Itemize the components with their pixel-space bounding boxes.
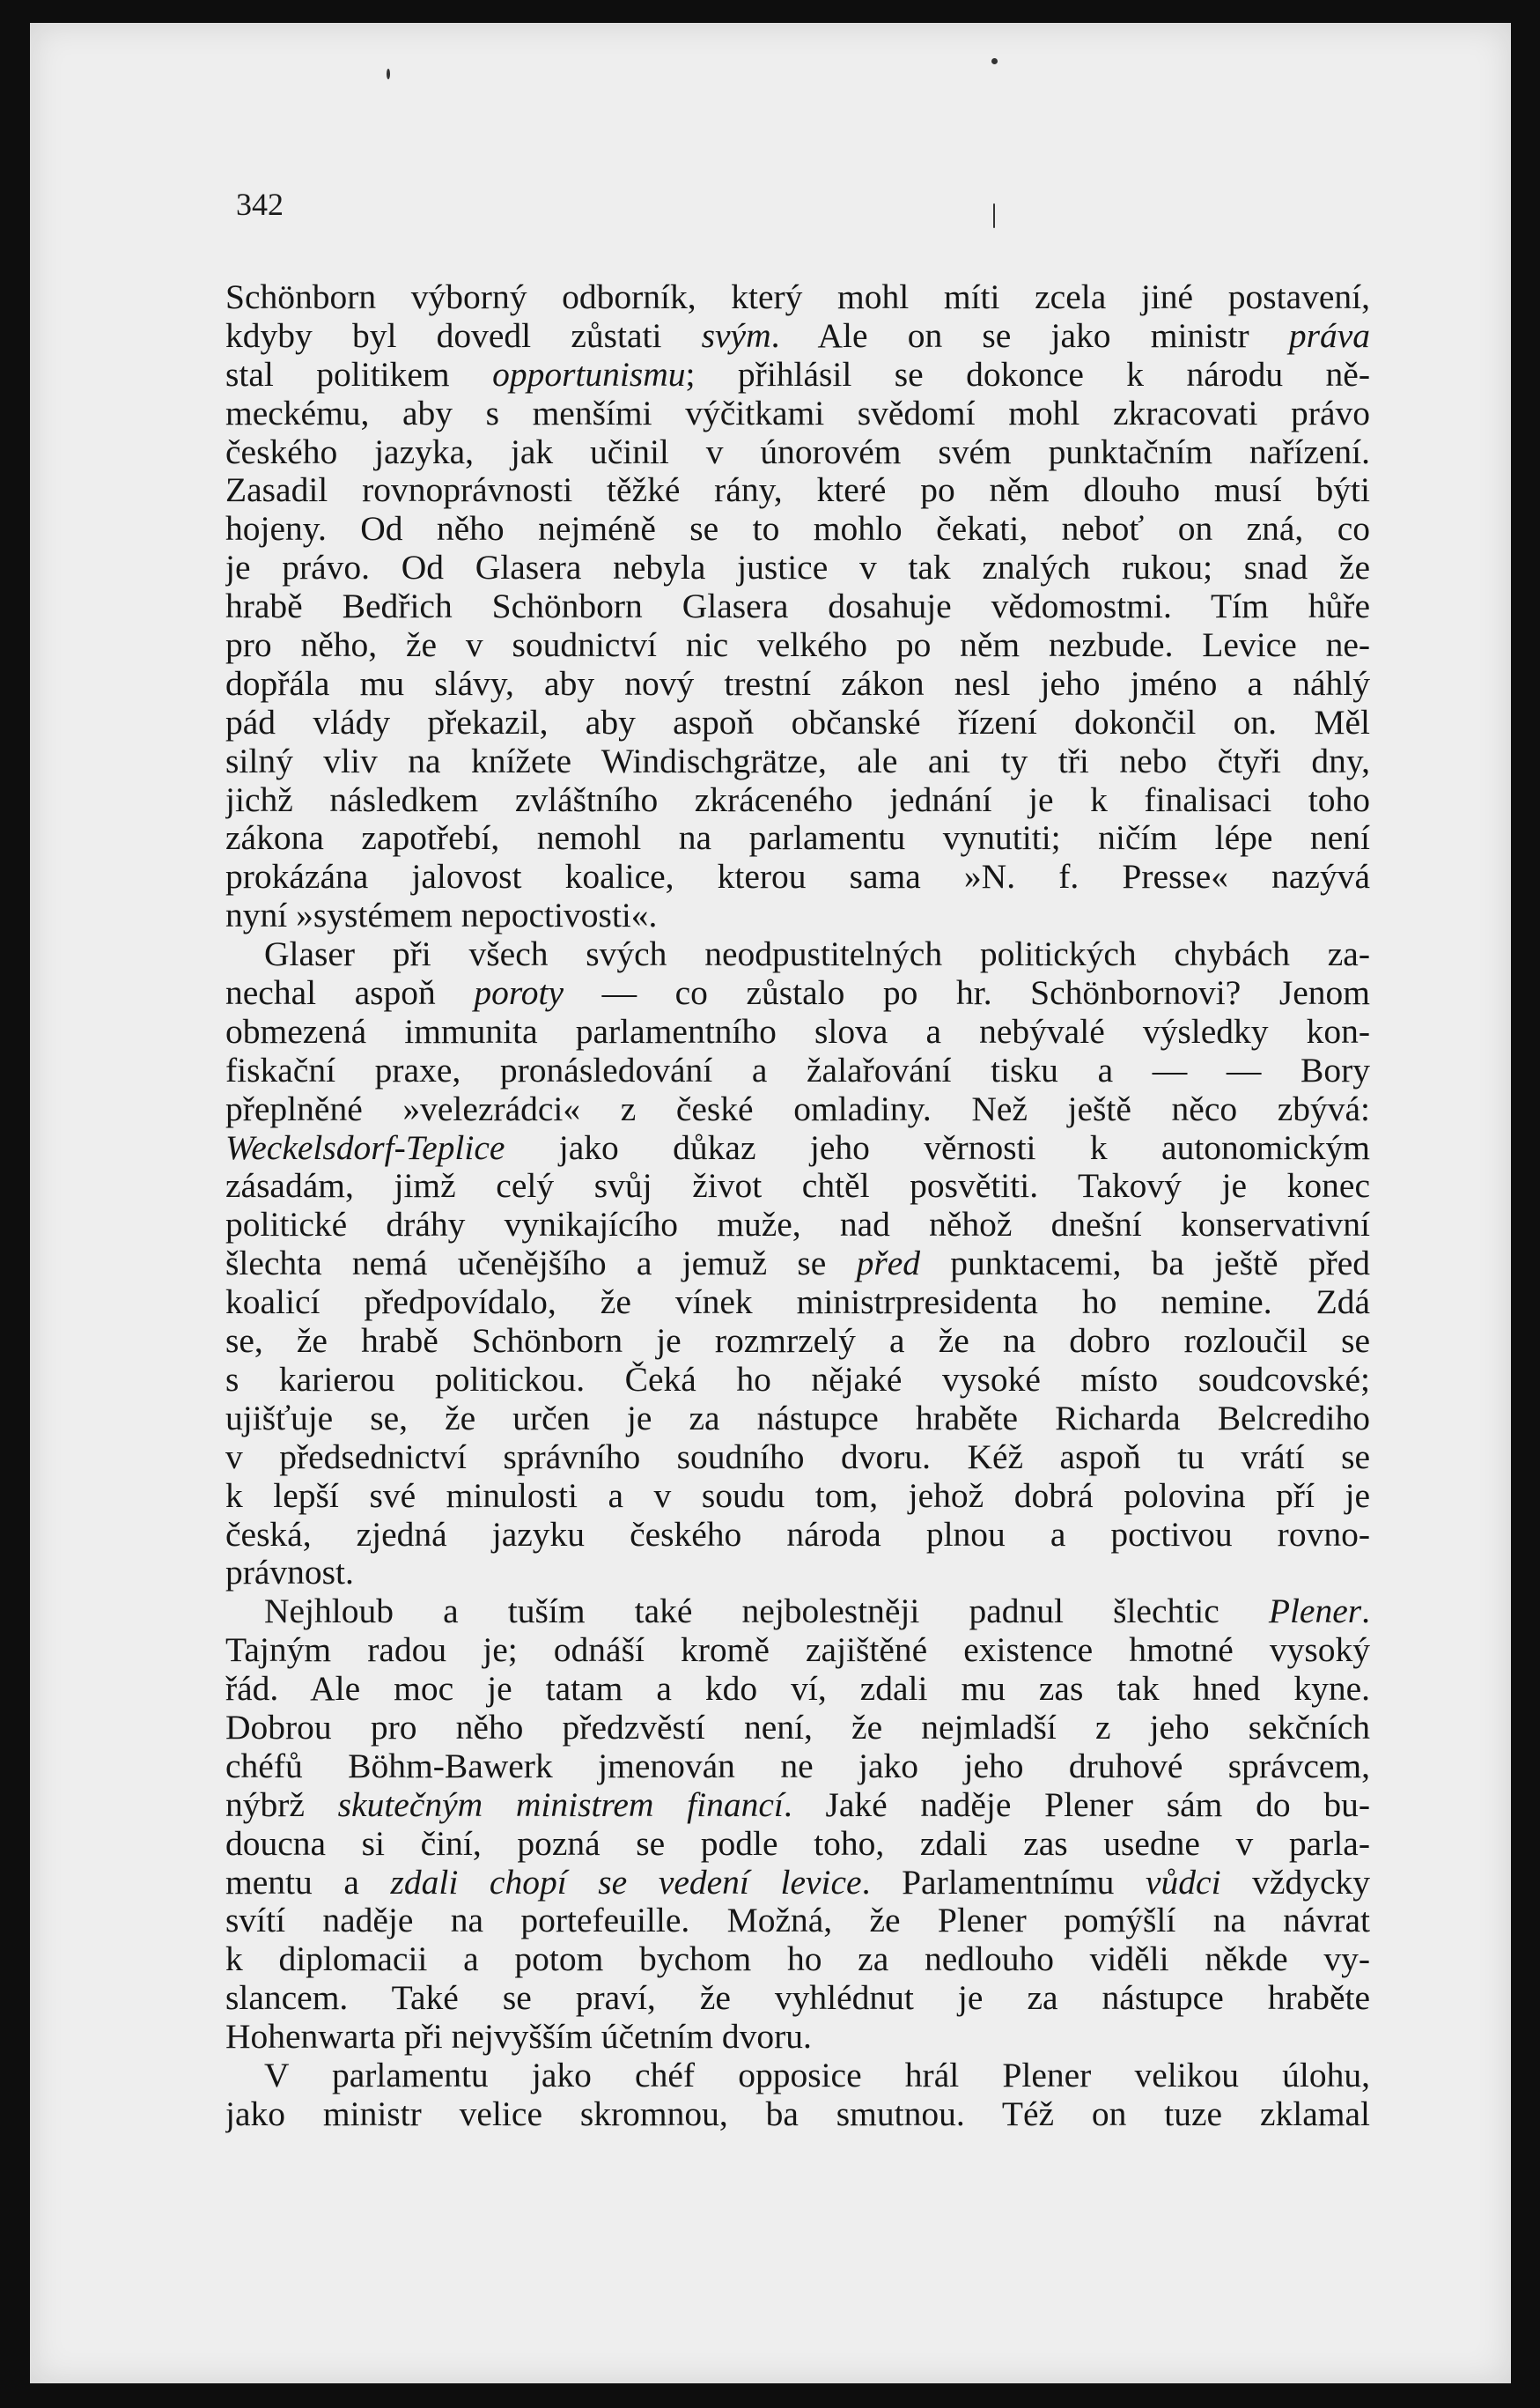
text-run: dopřála mu slávy, aby nový trestní zákon nesl jeho jméno a náhlý: [225, 664, 1370, 703]
text-line: [225, 1052, 1370, 1090]
text-line: [225, 1631, 1370, 1670]
emphasis: skutečným ministrem financí: [337, 1785, 784, 1824]
text-run: silný vliv na knížete Windischgrätze, ale ani ty tři nebo čtyři dny,: [225, 742, 1370, 780]
text-run: nyní »systémem nepoctivosti«.: [225, 897, 658, 935]
text-line: [225, 2057, 1370, 2095]
emphasis: zdali chopí se vedení levice: [390, 1863, 862, 1902]
text-run: Zasadil rovnoprávnosti těžké rány, které po něm dlouho musí býti: [225, 471, 1370, 510]
text-line: [225, 1516, 1370, 1555]
text-line: [225, 1438, 1370, 1477]
text-run: je právo. Od Glasera nebyla justice v tak znalých rukou; snad že: [225, 549, 1370, 587]
text-run: jako ministr velice skromnou, ba smutnou. Též on tuze zklamal: [225, 2094, 1370, 2133]
text-run: v předsednictví správního soudního dvoru. Kéž aspoň tu vrátí se: [225, 1437, 1370, 1476]
text-line: [225, 1167, 1370, 1206]
text-line: [225, 1554, 1370, 1592]
text-run: jichž následkem zvláštního zkráceného jednání je k finalisaci toho: [225, 780, 1370, 819]
text-run: prokázána jalovost koalice, kterou sama »N. f. Presse« nazývá: [225, 858, 1370, 897]
text-line: [225, 2095, 1370, 2134]
text-line: [225, 1400, 1370, 1438]
text-line: [225, 1825, 1370, 1864]
text-run: hojeny. Od něho nejméně se to mohlo čekati, neboť on zná, co: [225, 510, 1370, 549]
text-line: [225, 626, 1370, 665]
text-run: — co zůstalo po hr. Schönbornovi? Jenom: [564, 974, 1370, 1013]
text-run: kdyby byl dovedl zůstati: [225, 316, 702, 355]
text-line: [225, 742, 1370, 781]
emphasis: vůdci: [1146, 1863, 1221, 1902]
text-line: [225, 704, 1370, 742]
text-run: . Jaké naděje Plener sám do bu-: [783, 1785, 1370, 1824]
text-run: přeplněné »velezrádci« z české omladiny. Než ještě něco zbývá:: [225, 1090, 1370, 1128]
text-run: Nejhloub a tuším také nejbolestněji padnul šlechtic: [264, 1592, 1269, 1631]
emphasis: před: [856, 1245, 920, 1283]
emphasis: Plener: [1268, 1592, 1362, 1631]
text-line: [225, 395, 1370, 433]
text-run: šlechta nemá učenějšího a jemuž se: [225, 1245, 857, 1283]
text-line: [225, 1245, 1370, 1283]
paper-speck: [387, 69, 390, 79]
text-line: [225, 935, 1370, 974]
text-run: meckému, aby s menšími výčitkami svědomí mohl zkracovati právo: [225, 394, 1370, 432]
text-line: [225, 819, 1370, 858]
text-line: [225, 665, 1370, 704]
page-number: 342: [236, 187, 284, 222]
text-line: [225, 1786, 1370, 1825]
emphasis: poroty: [474, 974, 564, 1013]
text-run: pro něho, že v soudnictví nic velkého po něm nezbude. Levice ne-: [225, 626, 1370, 665]
text-run: koalicí předpovídalo, že vínek ministrpresidenta ho nemine. Zdá: [225, 1283, 1370, 1322]
text-line: [225, 1709, 1370, 1747]
text-run: právnost.: [225, 1554, 354, 1592]
emphasis: svým: [701, 316, 771, 355]
text-run: Glaser při všech svých neodpustitelných politických chybách za-: [264, 935, 1370, 974]
text-run: chéfů Böhm-Bawerk jmenován ne jako jeho druhové správcem,: [225, 1747, 1370, 1785]
text-line: [225, 1206, 1370, 1245]
text-run: k lepší své minulosti a v soudu tom, jehož dobrá polovina pří je: [225, 1476, 1370, 1515]
text-line: [225, 1747, 1370, 1786]
text-line: [225, 2018, 1370, 2057]
text-run: hrabě Bedřich Schönborn Glasera dosahuje vědomostmi. Tím hůře: [225, 587, 1370, 626]
text-line: [225, 471, 1370, 510]
text-run: nechal aspoň: [225, 974, 475, 1013]
text-run: Dobrou pro něho předzvěstí není, že nejmladší z jeho sekčních: [225, 1708, 1370, 1747]
text-run: svítí naděje na portefeuille. Možná, že Plener pomýšlí na návrat: [225, 1902, 1370, 1940]
text-line: [225, 1592, 1370, 1631]
text-run: . Ale on se jako ministr: [770, 316, 1289, 355]
text-line: [225, 1129, 1370, 1168]
text-run: punktacemi, ba ještě před: [920, 1245, 1370, 1283]
text-line: [225, 1902, 1370, 1940]
body-text: [225, 278, 1370, 2134]
text-line: [225, 897, 1370, 935]
text-run: slancem. Také se praví, že vyhlédnut je za nástupce hraběte: [225, 1979, 1370, 2018]
emphasis: Weckelsdorf-Teplice: [225, 1128, 505, 1167]
paper-speck: [993, 203, 995, 228]
text-line: [225, 1864, 1370, 1902]
text-run: obmezená immunita parlamentního slova a nebývalé výsledky kon-: [225, 1012, 1370, 1051]
text-line: [225, 1090, 1370, 1129]
text-line: [225, 356, 1370, 395]
text-line: [225, 1361, 1370, 1400]
text-line: [225, 587, 1370, 626]
text-line: [225, 1013, 1370, 1052]
text-run: k diplomacii a potom bychom ho za nedlouho viděli někde vy-: [225, 1940, 1370, 1979]
text-run: .: [1361, 1592, 1370, 1631]
text-run: zákona zapotřebí, nemohl na parlamentu vynutiti; ničím lépe není: [225, 819, 1370, 858]
text-line: [225, 317, 1370, 356]
text-line: [225, 1979, 1370, 2018]
text-line: [225, 433, 1370, 472]
text-run: stal politikem: [225, 355, 493, 394]
text-run: řád. Ale moc je tatam a kdo ví, zdali mu zas tak hned kyne.: [225, 1670, 1370, 1709]
text-run: ujišťuje se, že určen je za nástupce hraběte Richarda Belcrediho: [225, 1399, 1370, 1437]
text-run: Hohenwarta při nejvyšším účetním dvoru.: [225, 2018, 812, 2057]
text-run: Tajným radou je; odnáší kromě zajištěné existence hmotné vysoký: [225, 1631, 1370, 1670]
text-line: [225, 858, 1370, 897]
text-line: [225, 278, 1370, 317]
text-run: doucna si činí, pozná se podle toho, zdali zas usedne v parla-: [225, 1824, 1370, 1863]
text-line: [225, 781, 1370, 820]
text-run: . Parlamentnímu: [861, 1863, 1146, 1902]
text-line: [225, 1477, 1370, 1516]
text-line: [225, 1322, 1370, 1361]
text-run: nýbrž: [225, 1785, 338, 1824]
text-line: [225, 1283, 1370, 1322]
text-run: pád vlády překazil, aby aspoň občanské řízení dokončil on. Měl: [225, 703, 1370, 742]
text-run: se, že hrabě Schönborn je rozmrzelý a že na dobro rozloučil se: [225, 1322, 1370, 1361]
text-run: zásadám, jimž celý svůj život chtěl posvětiti. Takový je konec: [225, 1167, 1370, 1206]
text-line: [225, 549, 1370, 587]
text-run: fiskační praxe, pronásledování a žalařování tisku a — — Bory: [225, 1051, 1370, 1090]
text-run: Schönborn výborný odborník, který mohl míti zcela jiné postavení,: [225, 278, 1370, 316]
text-run: ; přihlásil se dokonce k národu ně-: [685, 355, 1370, 394]
text-run: politické dráhy vynikajícího muže, nad něhož dnešní konservativní: [225, 1206, 1370, 1245]
text-line: [225, 510, 1370, 549]
book-page: [30, 23, 1511, 2383]
text-run: s karierou politickou. Čeká ho nějaké vysoké místo soudcovské;: [225, 1360, 1370, 1399]
text-run: česká, zjedná jazyku českého národa plnou a poctivou rovno-: [225, 1515, 1370, 1554]
text-run: českého jazyka, jak učinil v únorovém svém punktačním nařízení.: [225, 432, 1370, 471]
text-line: [225, 1670, 1370, 1709]
emphasis: práva: [1288, 316, 1370, 355]
text-run: V parlamentu jako chéf opposice hrál Plener velikou úlohu,: [264, 2056, 1370, 2094]
text-run: jako důkaz jeho věrnosti k autonomickým: [505, 1128, 1370, 1167]
emphasis: opportunismu: [492, 355, 686, 394]
paper-speck: [991, 58, 998, 64]
text-line: [225, 1940, 1370, 1979]
text-line: [225, 974, 1370, 1013]
text-run: vždycky: [1220, 1863, 1370, 1902]
text-run: mentu a: [225, 1863, 391, 1902]
